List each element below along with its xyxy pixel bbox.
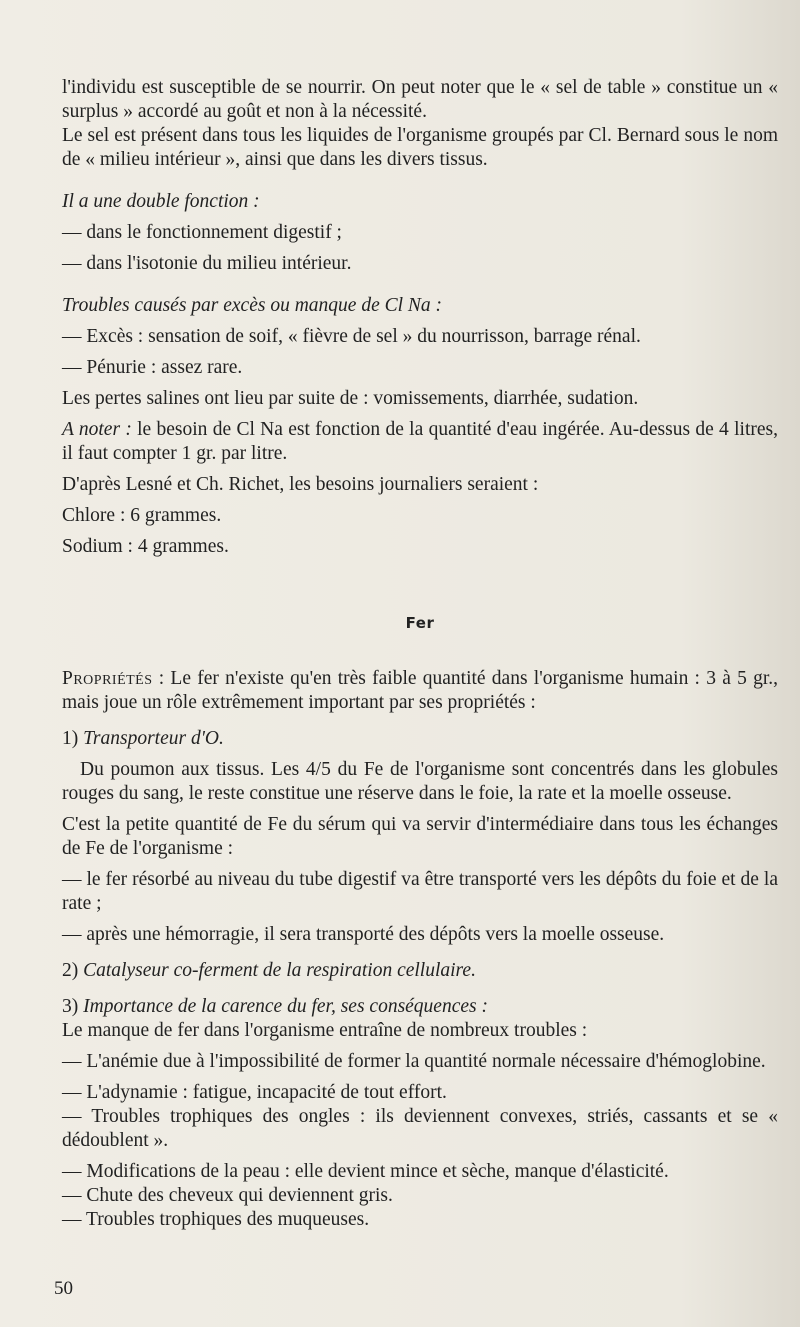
list-item: — après une hémorragie, il sera transporté des dépôts vers la moelle osseuse.	[62, 924, 665, 945]
list-item: — dans l'isotonie du milieu intérieur.	[62, 253, 352, 274]
list-item: — le fer résorbé au niveau du tube digestif va être transporté vers les dépôts du foie et de la rate ;	[62, 869, 778, 914]
sodium-line: Sodium : 4 grammes.	[62, 536, 229, 557]
pertes-paragraph: Les pertes salines ont lieu par suite de : vomissements, diarrhée, sudation.	[62, 388, 639, 409]
section-2-label: Catalyseur co-ferment de la respiration cellulaire.	[83, 960, 476, 981]
proprietes-paragraph	[62, 667, 778, 715]
list-item: — dans le fonctionnement digestif ;	[62, 222, 342, 243]
troubles-title: Troubles causés par excès ou manque de Cl Na :	[62, 295, 443, 316]
list-item: — Excès : sensation de soif, « fièvre de sel » du nourrisson, barrage rénal.	[62, 326, 641, 347]
page-number: 50	[54, 1278, 73, 1299]
a-noter-text: le besoin de Cl Na est fonction de la quantité d'eau ingérée. Au-dessus de 4 litres, il faut compter 1 gr. par litre.	[62, 419, 778, 464]
section-1-paragraph-2: C'est la petite quantité de Fe du sérum qui va servir d'intermédiaire dans tous les échanges de Fe de l'organisme :	[62, 814, 778, 859]
a-noter-paragraph	[62, 418, 778, 466]
section-1-number: 1)	[62, 728, 84, 749]
page-body	[62, 76, 778, 1232]
list-item: — L'anémie due à l'impossibilité de former la quantité normale nécessaire d'hémoglobine.	[62, 1051, 766, 1072]
double-fonction-title: Il a une double fonction :	[62, 191, 260, 212]
list-item: — Chute des cheveux qui deviennent gris.	[62, 1185, 393, 1206]
list-item: — Troubles trophiques des muqueuses.	[62, 1209, 370, 1230]
section-1-title	[62, 727, 778, 751]
list-item: — Modifications de la peau : elle devient mince et sèche, manque d'élasticité.	[62, 1161, 669, 1182]
list-item: — Troubles trophiques des ongles : ils deviennent convexes, striés, cassants et se « dédoublent ».	[62, 1106, 778, 1151]
list-item: — Pénurie : assez rare.	[62, 357, 243, 378]
section-2-title	[62, 959, 778, 983]
proprietes-text: : Le fer n'existe qu'en très faible quantité dans l'organisme humain : 3 à 5 gr., mais joue un rôle extrêmement important par ses propriétés :	[62, 668, 778, 713]
section-1-paragraph-1: Du poumon aux tissus. Les 4/5 du Fe de l'organisme sont concentrés dans les globules rouges du sang, le reste constitue une réserve dans le foie, la rate et la moelle osseuse.	[62, 759, 778, 804]
section-3-title	[62, 995, 778, 1019]
intro-paragraph-1: l'individu est susceptible de se nourrir. On peut noter que le « sel de table » constitue un « surplus » accordé au goût et non à la nécessité.	[62, 77, 778, 122]
section-heading-fer: Fer	[405, 614, 435, 632]
a-noter-label: A noter :	[62, 419, 132, 440]
section-3-intro: Le manque de fer dans l'organisme entraîne de nombreux troubles :	[62, 1020, 588, 1041]
section-1-label: Transporteur d'O.	[83, 728, 224, 749]
chlore-line: Chlore : 6 grammes.	[62, 505, 222, 526]
section-2-number: 2)	[62, 960, 84, 981]
intro-paragraph-2: Le sel est présent dans tous les liquides de l'organisme groupés par Cl. Bernard sous le nom de « milieu intérieur », ainsi que dans les divers tissus.	[62, 125, 778, 170]
section-3-number: 3)	[62, 996, 84, 1017]
section-3-label: Importance de la carence du fer, ses conséquences :	[83, 996, 488, 1017]
proprietes-label: Propriétés	[62, 668, 153, 689]
list-item: — L'adynamie : fatigue, incapacité de tout effort.	[62, 1082, 447, 1103]
besoins-paragraph: D'après Lesné et Ch. Richet, les besoins journaliers seraient :	[62, 474, 539, 495]
